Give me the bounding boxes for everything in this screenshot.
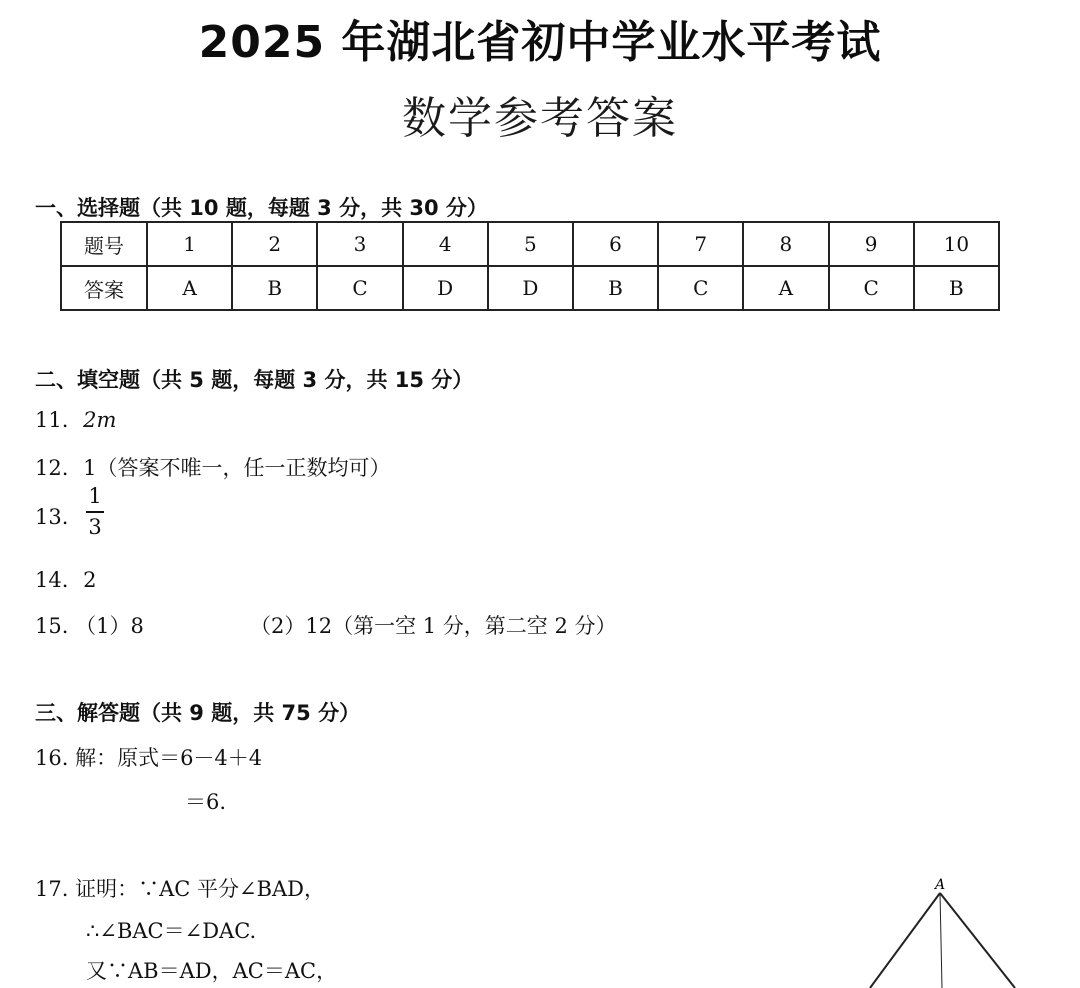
fraction-one-third [86,484,104,539]
question-answer-part1: （1）8 [75,614,144,638]
section-heading-choice: 一、选择题（共 10 题，每题 3 分，共 30 分） [35,196,488,220]
fraction-bar [86,511,104,513]
table-cell: 6 [573,222,658,266]
triangle-figure [850,875,1030,988]
section-heading-fill: 二、填空题（共 5 题，每题 3 分，共 15 分） [35,368,474,392]
question-answer: 1（答案不唯一，任一正数均可） [83,456,391,480]
table-cell: D [488,266,573,310]
table-row-numbers [61,222,999,266]
table-cell: C [317,266,402,310]
question-answer: 2m [83,408,117,432]
table-cell: B [232,266,317,310]
question-17-line3: 又∵AB＝AD，AC＝AC， [86,959,338,983]
question-number: 11. [35,408,69,432]
table-cell: B [573,266,658,310]
page-subtitle: 数学参考答案 [402,93,678,144]
row-label-number: 题号 [61,222,147,266]
table-cell: A [147,266,232,310]
question-number: 13. [35,505,69,529]
question-17-line2: ∴∠BAC＝∠DAC. [86,919,257,943]
question-16-line1: 16. 解：原式＝6－4＋4 [35,746,263,770]
section-heading-solve: 三、解答题（共 9 题，共 75 分） [35,701,361,725]
table-cell: D [403,266,488,310]
table-cell: 4 [403,222,488,266]
question-number: 12. [35,456,69,480]
table-cell: 10 [914,222,999,266]
row-label-answer: 答案 [61,266,147,310]
question-12 [35,452,390,482]
table-cell: 3 [317,222,402,266]
table-row-answers [61,266,999,310]
answer-table [60,221,1000,311]
table-cell: C [829,266,914,310]
fraction-denominator: 3 [88,515,102,539]
question-14 [35,568,96,592]
table-cell: 5 [488,222,573,266]
table-cell: 8 [743,222,828,266]
table-cell: B [914,266,999,310]
figure-label-a: A [935,877,946,893]
question-16-line2: ＝6. [185,790,227,814]
question-15 [35,610,144,640]
figure-line-ac [940,893,942,988]
question-13 [35,505,68,529]
table-cell: 9 [829,222,914,266]
figure-line-ab [870,893,940,988]
question-15-part2: （2）12（第一空 1 分，第二空 2 分） [250,614,617,638]
question-number: 14. [35,568,69,592]
table-cell: 7 [658,222,743,266]
table-cell: 2 [232,222,317,266]
table-cell: C [658,266,743,310]
question-11 [35,408,116,432]
table-cell: 1 [147,222,232,266]
figure-line-ad [940,893,1015,988]
fraction-numerator: 1 [88,484,102,508]
question-answer: 2 [83,568,97,592]
table-cell: A [743,266,828,310]
question-17-line1: 17. 证明：∵AC 平分∠BAD， [35,877,326,901]
page-title: 2025 年湖北省初中学业水平考试 [198,17,882,68]
question-number: 15. [35,614,69,638]
